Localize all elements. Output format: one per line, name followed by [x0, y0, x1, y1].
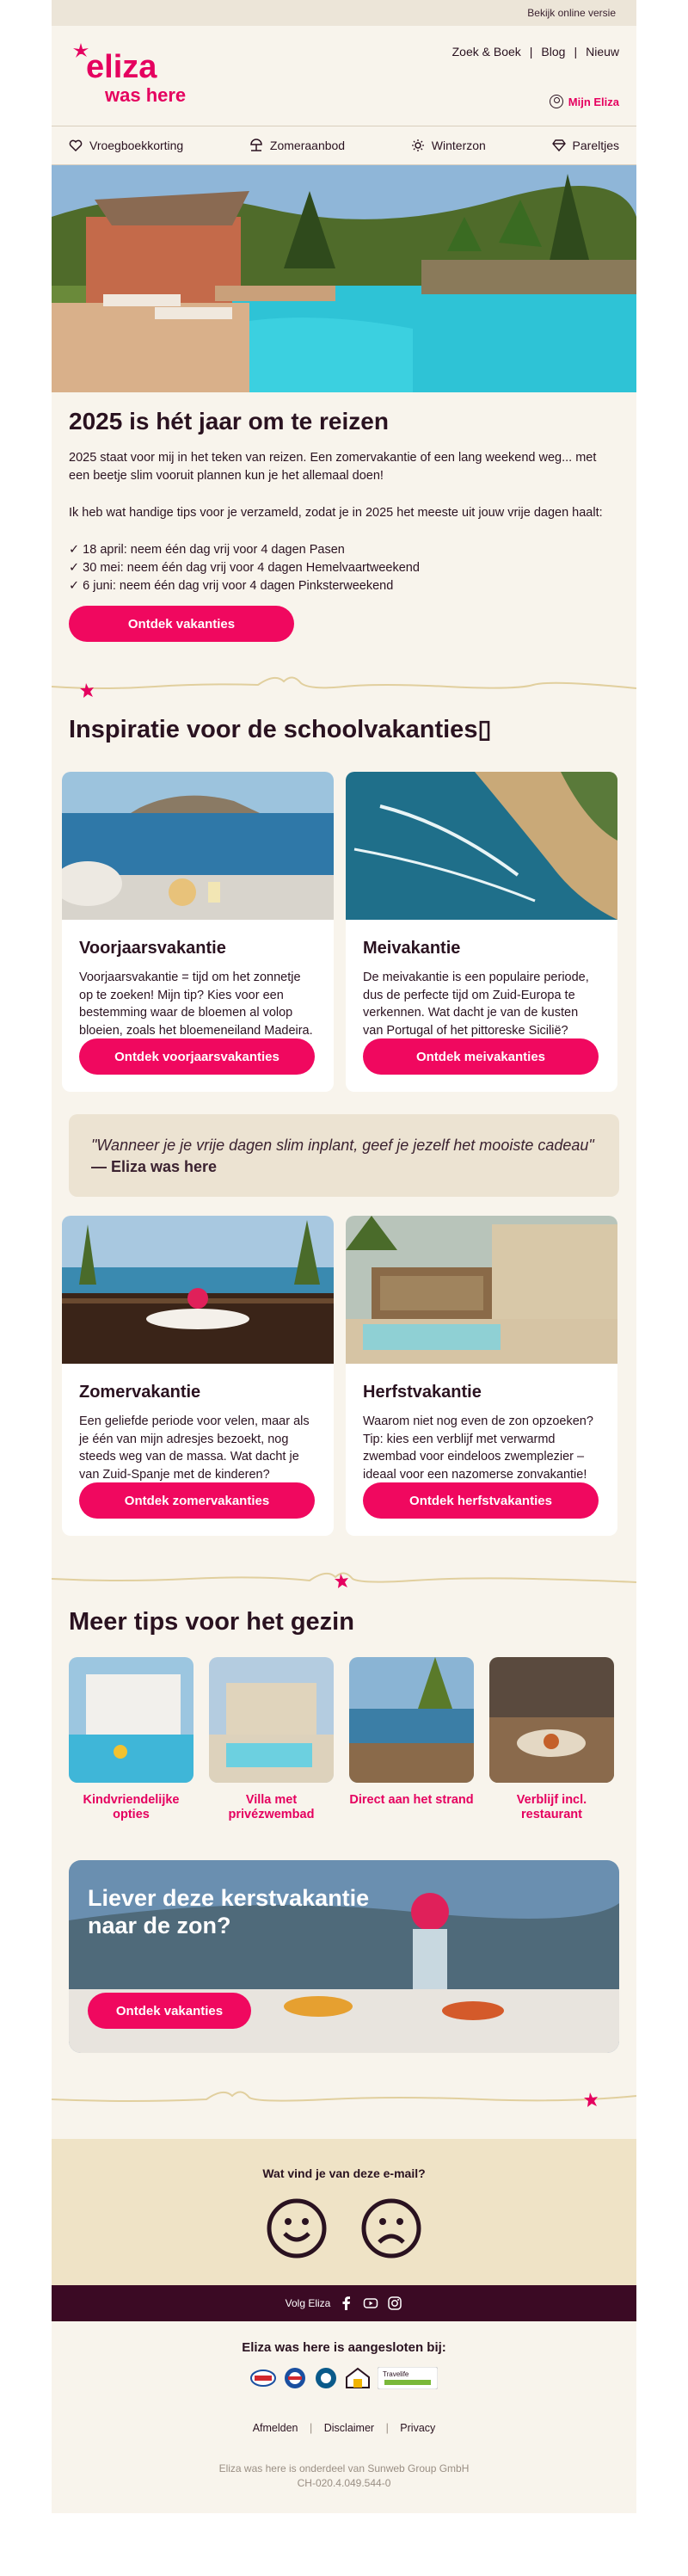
catnav-item-vroegboekkorting[interactable] — [69, 139, 183, 152]
email-page — [52, 0, 636, 2513]
travelife-logo[interactable] — [378, 2367, 438, 2389]
card-zomervakantie — [62, 1216, 334, 1536]
sun-icon — [411, 139, 425, 152]
tip-image-villa — [209, 1657, 334, 1783]
tip-label: Direct aan het strand — [349, 1793, 474, 1807]
inspiration-title — [69, 714, 619, 744]
card-title: Zomervakantie — [79, 1383, 201, 1402]
top-nav-blog[interactable]: Blog — [541, 45, 566, 59]
instagram-icon[interactable] — [387, 2296, 402, 2311]
account-link[interactable] — [550, 95, 619, 108]
tip-image-kids-pool — [69, 1657, 194, 1783]
card-voorjaarsvakantie — [62, 772, 334, 1092]
inspiration-cards-row-2 — [45, 1216, 636, 1536]
wave-divider — [52, 2074, 636, 2118]
promo-title: Liever deze kerstvakantie naar de zon? — [88, 1885, 370, 1938]
catnav-label: Vroegboekkorting — [89, 139, 184, 152]
category-nav — [52, 126, 636, 165]
card-image-terrace-flowers[interactable] — [62, 1216, 334, 1364]
feedback-question: Wat vind je van deze e-mail? — [262, 2166, 426, 2180]
catnav-label: Winterzon — [431, 139, 486, 152]
footer-links — [52, 2422, 636, 2434]
tip-label: Kindvriendelijke opties — [83, 1793, 180, 1821]
quote-block — [69, 1114, 619, 1197]
anvr-logo[interactable] — [250, 2367, 276, 2389]
discover-vacations-button[interactable]: Ontdek vakanties — [69, 606, 294, 642]
sun-umbrella-icon — [249, 139, 263, 152]
catnav-label: Pareltjes — [572, 139, 619, 152]
header — [52, 26, 636, 126]
youtube-icon[interactable] — [363, 2296, 378, 2311]
top-nav — [452, 45, 619, 59]
tip-restaurant[interactable] — [489, 1657, 614, 1822]
card-image-sea-table[interactable] — [62, 772, 334, 920]
tip-image-restaurant — [489, 1657, 614, 1783]
card-image-villa-pool[interactable] — [346, 1216, 617, 1364]
nav-separator: | — [529, 45, 533, 59]
legal-text — [52, 2462, 636, 2513]
partner-logos — [52, 2367, 636, 2389]
card-image-coast-waves[interactable] — [346, 772, 617, 920]
catnav-item-winterzon[interactable] — [411, 139, 486, 152]
tip-kindvriendelijk[interactable] — [69, 1657, 194, 1822]
card-text: Een geliefde periode voor velen, maar als je één van mijn adresjes bezoekt, nog steeds weg van de massa. Wat dacht je van Zuid-Spanje met de kinderen? — [79, 1414, 310, 1482]
heart-icon — [69, 139, 83, 152]
facebook-icon[interactable] — [339, 2296, 354, 2311]
diamond-icon — [552, 139, 566, 152]
card-text: Waarom niet nog even de zon opzoeken? Tip: kies een verblijf met verwarmd zwembad voor eindeloos zwemplezier – ideaal voor een nazomerse zonvakantie! — [363, 1414, 593, 1482]
intro-tip-1: ✓ 18 april: neem één dag vrij voor 4 dagen Pasen — [69, 543, 345, 557]
hero-image-pool-villa[interactable] — [52, 165, 636, 392]
discover-autumn-button[interactable]: Ontdek herfstvakanties — [363, 1482, 599, 1519]
discover-summer-button[interactable]: Ontdek zomervakanties — [79, 1482, 315, 1519]
user-icon — [550, 95, 563, 108]
tip-strand[interactable] — [349, 1657, 474, 1822]
intro-section — [52, 392, 636, 642]
calamiteitenfonds-logo[interactable] — [314, 2367, 338, 2389]
top-nav-zoek-boek[interactable]: Zoek & Boek — [452, 45, 521, 59]
link-separator: | — [310, 2422, 313, 2434]
inspiration-title-text: Inspiratie voor de schoolvakanties — [69, 716, 478, 743]
inspiration-section — [52, 706, 636, 744]
intro-tip-2: ✓ 30 mei: neem één dag vrij voor 4 dagen Hemelvaartweekend — [69, 561, 420, 575]
intro-tip-3: ✓ 6 juni: neem één dag vrij voor 4 dagen Pinksterweekend — [69, 579, 394, 593]
family-tips — [52, 1657, 636, 1822]
discover-spring-button[interactable]: Ontdek voorjaarsvakanties — [79, 1038, 315, 1075]
eliza-logo[interactable] — [69, 41, 206, 105]
legal-line-1: Eliza was here is onderdeel van Sunweb Group GmbH — [218, 2462, 470, 2474]
tip-label: Verblijf incl. restaurant — [516, 1793, 587, 1821]
family-section — [52, 1603, 636, 1636]
unsubscribe-link[interactable]: Afmelden — [252, 2422, 298, 2434]
sad-face-icon[interactable] — [360, 2197, 422, 2259]
intro-title: 2025 is hét jaar om te reizen — [69, 408, 389, 434]
star-icon — [80, 683, 94, 698]
family-title: Meer tips voor het gezin — [69, 1608, 354, 1636]
feedback-smileys — [52, 2197, 636, 2259]
logo-word-eliza: eliza — [86, 49, 157, 85]
account-label: Mijn Eliza — [568, 95, 619, 108]
online-version-bar — [52, 0, 636, 26]
intro-paragraph-2: Ik heb wat handige tips voor je verzameld, zodat je in 2025 het meeste uit jouw vrije dagen haalt: — [69, 506, 603, 520]
legal-line-2: CH-020.4.049.544-0 — [297, 2477, 391, 2489]
disclaimer-link[interactable]: Disclaimer — [323, 2422, 375, 2434]
inspiration-cards-row-1 — [45, 772, 636, 1092]
quote-author: — Eliza was here — [91, 1158, 218, 1175]
card-herfstvakantie — [346, 1216, 617, 1536]
card-title: Meivakantie — [363, 939, 461, 958]
tip-label: Villa met privézwembad — [228, 1793, 315, 1821]
top-nav-nieuw[interactable]: Nieuw — [586, 45, 619, 59]
sgr-logo[interactable] — [283, 2367, 307, 2389]
card-text: De meivakantie is een populaire periode, dus de perfecte tijd om Zuid-Europa te verkennen. Wat dacht je van de kusten van Portugal of het pittoreske Sicilië? — [363, 971, 589, 1038]
tip-villa-zwembad[interactable] — [209, 1657, 334, 1822]
wave-divider — [52, 1558, 636, 1603]
garantie-logo[interactable] — [345, 2367, 371, 2389]
card-meivakantie — [346, 772, 617, 1092]
wave-divider — [52, 661, 636, 706]
nav-separator: | — [574, 45, 578, 59]
promo-discover-button[interactable]: Ontdek vakanties — [88, 1993, 251, 2029]
title-glyph: ▯ — [477, 716, 492, 743]
card-title: Voorjaarsvakantie — [79, 939, 226, 958]
feedback-section — [52, 2139, 636, 2285]
svg-text:Travelife: Travelife — [383, 2370, 409, 2378]
happy-face-icon[interactable] — [266, 2197, 328, 2259]
quote-text: "Wanneer je je vrije dagen slim inplant, geef je jezelf het mooiste cadeau" — [91, 1137, 594, 1154]
catnav-item-zomeraanbod[interactable] — [249, 139, 345, 152]
catnav-item-pareltjes[interactable] — [552, 139, 619, 152]
follow-label: Volg Eliza — [285, 2297, 331, 2309]
social-bar — [52, 2285, 636, 2321]
catnav-label: Zomeraanbod — [269, 139, 346, 152]
affiliation-title: Eliza was here is aangesloten bij: — [242, 2340, 446, 2355]
tip-image-beach — [349, 1657, 474, 1783]
promo-banner[interactable] — [69, 1860, 619, 2053]
link-separator: | — [385, 2422, 389, 2434]
logo-word-was-here: was here — [105, 84, 187, 105]
card-text: Voorjaarsvakantie = tijd om het zonnetje op te zoeken! Mijn tip? Kies voor een bestemming waar de bloemen al volop bloeien, zoals het bloemeneiland Madeira. — [79, 971, 313, 1038]
privacy-link[interactable]: Privacy — [400, 2422, 436, 2434]
intro-paragraph-1: 2025 staat voor mij in het teken van reizen. Een zomervakantie of een lang weekend weg... met een beetje slim vooruit plannen kun je het allemaal doen! — [69, 451, 597, 483]
discover-may-button[interactable]: Ontdek meivakanties — [363, 1038, 599, 1075]
view-online-link[interactable]: Bekijk online versie — [527, 7, 616, 19]
card-title: Herfstvakantie — [363, 1383, 482, 1402]
